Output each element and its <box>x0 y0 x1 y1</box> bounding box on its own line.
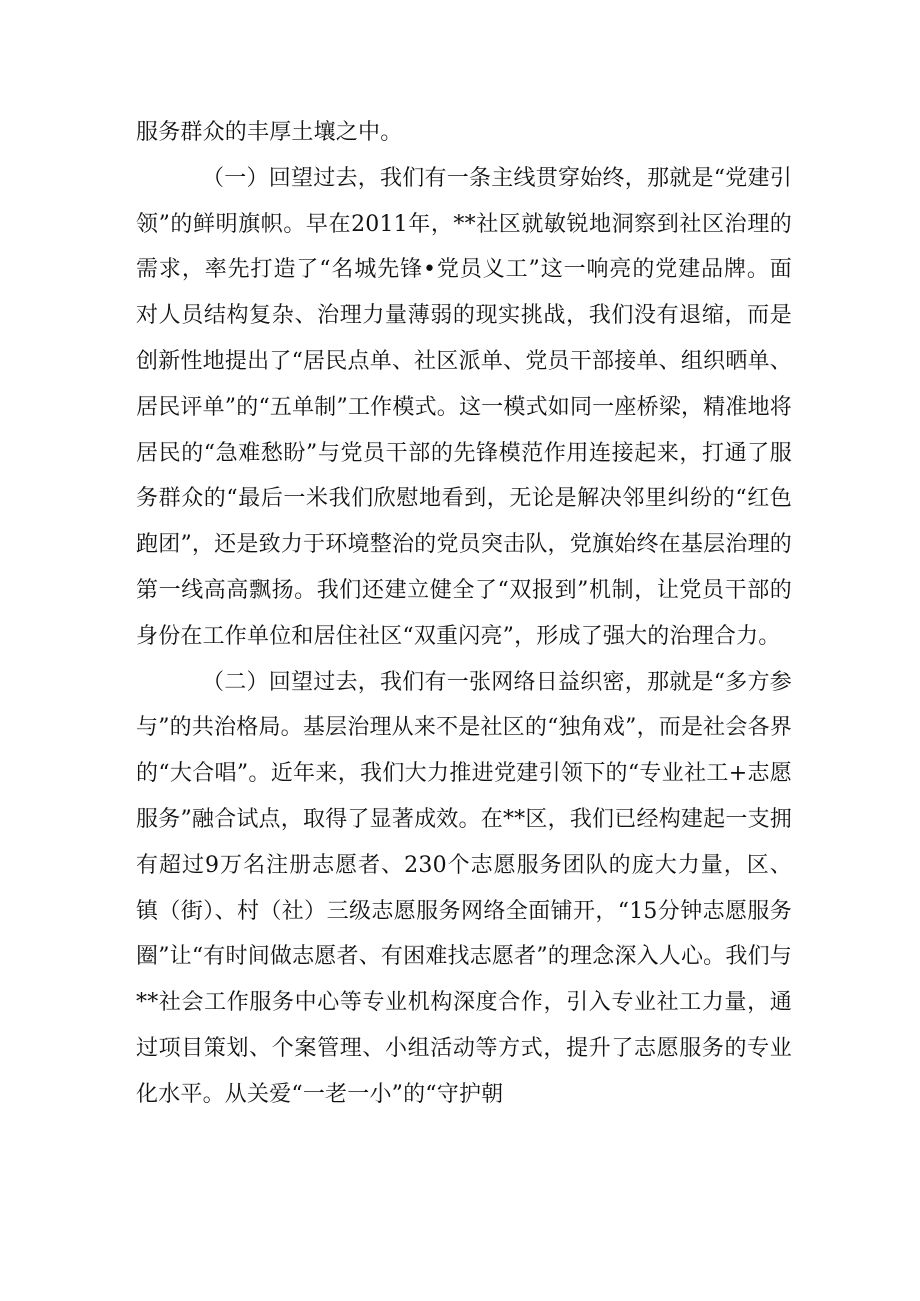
body-text <box>136 110 792 1118</box>
paragraph-2: （二）回望过去，我们有一张网络日益织密，那就是“多方参与”的共治格局。基层治理从来不是社区的“独角戏”，而是社会各界的“大合唱”。近年来，我们大力推进党建引领下的“专业社工+志愿服务”融合试点，取得了显著成效。在**区，我们已经构建起一支拥有超过9万名注册志愿者、230个志愿服务团队的庞大力量，区、镇（街）、村（社）三级志愿服务网络全面铺开，“15分钟志愿服务圈”让“有时间做志愿者、有困难找志愿者”的理念深入人心。我们与**社会工作服务中心等专业机构深度合作，引入专业社工力量，通过项目策划、个案管理、小组活动等方式，提升了志愿服务的专业化水平。从关爱“一老一小”的“守护朝 <box>136 669 792 1107</box>
continuation-paragraph: 服务群众的丰厚土壤之中。 <box>136 120 403 145</box>
paragraph-1: （一）回望过去，我们有一条主线贯穿始终，那就是“党建引领”的鲜明旗帜。早在2011年，**社区就敏锐地洞察到社区治理的需求，率先打造了“名城先锋•党员义工”这一响亮的党建品牌。面对人员结构复杂、治理力量薄弱的现实挑战，我们没有退缩，而是创新性地提出了“居民点单、社区派单、党员干部接单、组织晒单、居民评单”的“五单制”工作模式。这一模式如同一座桥梁，精准地将居民的“急难愁盼”与党员干部的先锋模范作用连接起来，打通了服务群众的“最后一米我们欣慰地看到，无论是解决邻里纠纷的“红色跑团”，还是致力于环境整治的党员突击队，党旗始终在基层治理的第一线高高飘扬。我们还建立健全了“双报到”机制，让党员干部的身份在工作单位和居住社区“双重闪亮”，形成了强大的治理合力。 <box>136 165 792 649</box>
